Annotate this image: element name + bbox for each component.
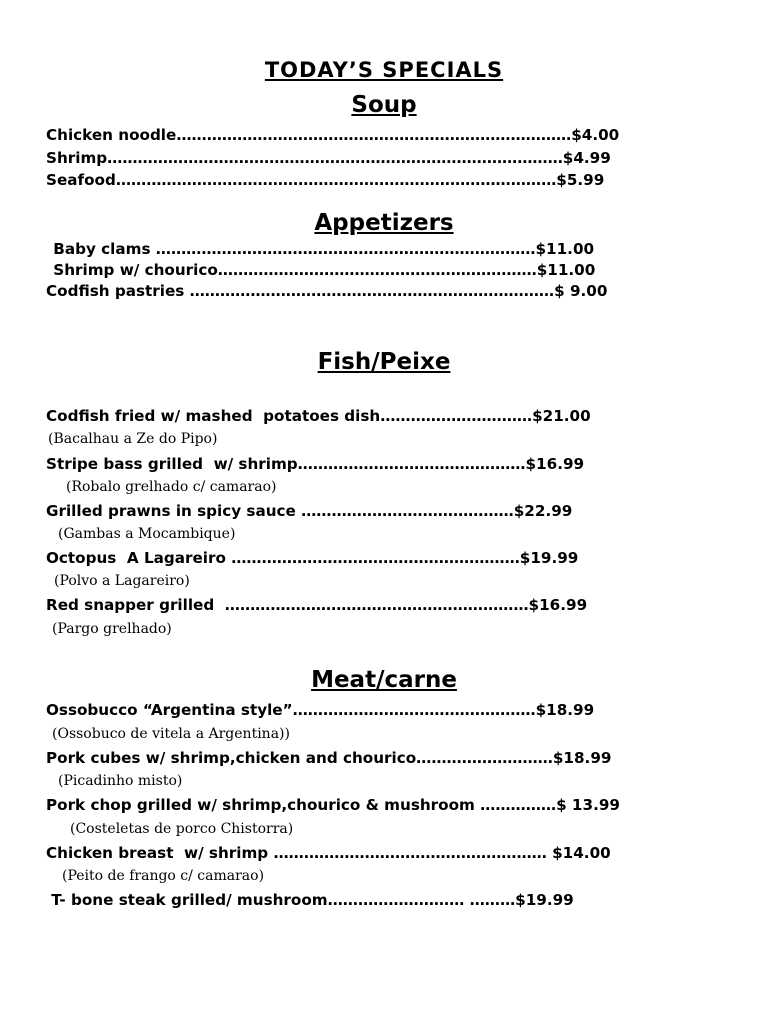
section-heading-appetizers: Appetizers — [314, 210, 454, 236]
menu-item-chicken-noodle: Chicken noodle……………………………………………………………………$4.00 — [46, 126, 620, 144]
menu-item-translation: (Ossobuco de vitela a Argentina)) — [52, 726, 290, 742]
menu-item-codfish-fried: Codfish fried w/ mashed potatoes dish…………………………$21.00 — [46, 407, 591, 425]
menu-item-shrimp-soup: Shrimp………………………………………………………………………………$4.99 — [46, 149, 611, 167]
menu-item-translation: (Pargo grelhado) — [52, 621, 172, 637]
section-heading-soup: Soup — [351, 92, 417, 118]
section-heading-fish: Fish/Peixe — [317, 349, 451, 375]
menu-item-pork-chop: Pork chop grilled w/ shrimp,chourico & mushroom ……………$ 13.99 — [46, 796, 620, 814]
menu-item-shrimp-chourico: Shrimp w/ chourico………………………………………………………$11.00 — [48, 261, 596, 279]
menu-item-baby-clams: Baby clams …………………………………………………………………$11.00 — [48, 240, 595, 258]
menu-item-stripe-bass: Stripe bass grilled w/ shrimp………………………………………$16.99 — [46, 455, 585, 473]
menu-item-codfish-pastries: Codfish pastries ………………………………………………………………$ 9.00 — [46, 282, 608, 300]
page-title: TODAY’S SPECIALS — [264, 58, 504, 82]
menu-item-translation: (Picadinho misto) — [58, 773, 183, 789]
menu-item-translation: (Bacalhau a Ze do Pipo) — [48, 431, 218, 447]
menu-item-translation: (Peito de frango c/ camarao) — [62, 868, 265, 884]
menu-item-seafood-soup: Seafood……………………………………………………………………………$5.99 — [46, 171, 605, 189]
menu-item-grilled-prawns: Grilled prawns in spicy sauce ……………………………………$22.99 — [46, 502, 573, 520]
menu-item-translation: (Costeletas de porco Chistorra) — [70, 821, 294, 837]
section-heading-meat: Meat/carne — [311, 667, 457, 693]
menu-item-translation: (Polvo a Lagareiro) — [54, 573, 190, 589]
menu-item-translation: (Robalo grelhado c/ camarao) — [66, 479, 277, 495]
menu-item-pork-cubes: Pork cubes w/ shrimp,chicken and chourico………………………$18.99 — [46, 749, 612, 767]
menu-item-ossobucco: Ossobucco “Argentina style”…………………………………………$18.99 — [46, 701, 595, 719]
menu-item-red-snapper: Red snapper grilled ……………………………………………………$16.99 — [46, 596, 588, 614]
menu-item-chicken-breast: Chicken breast w/ shrimp ……………………………………………… $14.00 — [46, 844, 611, 862]
menu-item-translation: (Gambas a Mocambique) — [58, 526, 236, 542]
menu-item-t-bone-steak: T- bone steak grilled/ mushroom……………………… ………$19.99 — [46, 891, 574, 909]
menu-item-octopus: Octopus A Lagareiro …………………………………………………$19.99 — [46, 549, 579, 567]
